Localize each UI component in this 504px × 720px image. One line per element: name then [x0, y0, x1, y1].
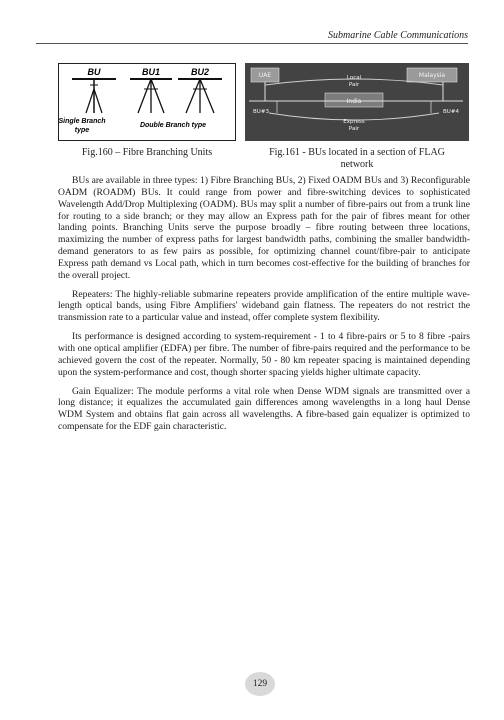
label-single-type: type [74, 127, 90, 134]
paragraph-bus: BUs are available in three types: 1) Fibre Branching BUs, 2) Fixed OADM BUs and 3) Reconfigurable OADM (ROADM) BUs. It could range from power and fibre-switching devices to sophisticated Wavelength Add/Drop Multiplexing (OADM). BUs may split a number of fibre-pairs out from a trunk line for routing to a side branch; or they may allow an Express path for the pair of fibres meant for other landing points. Branching Units serve the purpose broadly – fibre routing between three locations, maximizing the number of express paths for largest bandwidth paths, combining the smaller bandwidth-demand generators to as few pairs as possible, for optimizing channel count/fibre-pair to anticipate Express path demand vs Local path, which in turn becomes cost-effective for the building of branches for the overall project. [58, 175, 470, 281]
label-malaysia: Malaysia [418, 72, 446, 79]
label-bu2: BU2 [190, 67, 210, 77]
label-bu4: BU#4 [443, 109, 459, 115]
label-bu: BU [87, 67, 101, 77]
figure-branching-units [58, 63, 236, 141]
label-uae: UAE [258, 72, 272, 79]
flag-network-photo [245, 63, 469, 141]
caption-fig161 [245, 147, 469, 171]
paragraph-gain-equalizer: Gain Equalizer: The module performs a vital role when Dense WDM signals are transmitted over a long distance; it equalizes the accumulated gain differences among wavelengths in a long haul Dense WDM System and obtains flat gain across all wavelengths. A fibre-based gain equalizer is optimized to compensate for the EDF gain characteristic. [58, 385, 470, 433]
paragraph-repeaters: Repeaters: The highly-reliable submarine repeaters provide amplification of the entire multiple wave-length optical bands, using Fibre Amplifiers' wideband gain flatness. The repeaters do not restrict the transmission rate to a particular value and instead, offer complete system flexibility. [58, 288, 470, 324]
caption-fig160: Fig.160 – Fibre Branching Units [81, 147, 213, 158]
label-bu1: BU1 [141, 67, 161, 77]
label-express: Express [343, 119, 365, 125]
label-local: Local [346, 75, 362, 81]
figure-flag-network [245, 63, 469, 141]
header-rule [36, 43, 468, 44]
label-india: India [346, 98, 362, 105]
label-double-branch: Double Branch type [139, 122, 207, 129]
label-express-pair: Pair [348, 126, 360, 132]
label-bu3: BU#3 [253, 109, 269, 115]
caption-fig161-line1: Fig.161 - BUs located in a section of FLAG [269, 147, 445, 158]
label-single-branch: Single Branch [58, 118, 106, 125]
page-header [0, 0, 504, 44]
running-title: Submarine Cable Communications [328, 30, 468, 41]
page-number: 129 [245, 672, 275, 696]
branching-units-diagram [58, 63, 236, 141]
paragraph-performance: Its performance is designed according to system-requirement - 1 to 4 fibre-pairs or 5 to 8 fibre -pairs with one optical amplifier (EDFA) per fibre. The number of fibre-pairs required and the performance to be achieved govern the cost of the repeater. Normally, 50 - 80 km repeater spacing is maintained depending upon the system-performance and cost, though shorter spacing yields higher ultimate capacity. [58, 331, 470, 378]
caption-fig161-line2: network [340, 159, 374, 170]
label-local-pair: Pair [348, 82, 360, 88]
body-text [58, 175, 470, 440]
